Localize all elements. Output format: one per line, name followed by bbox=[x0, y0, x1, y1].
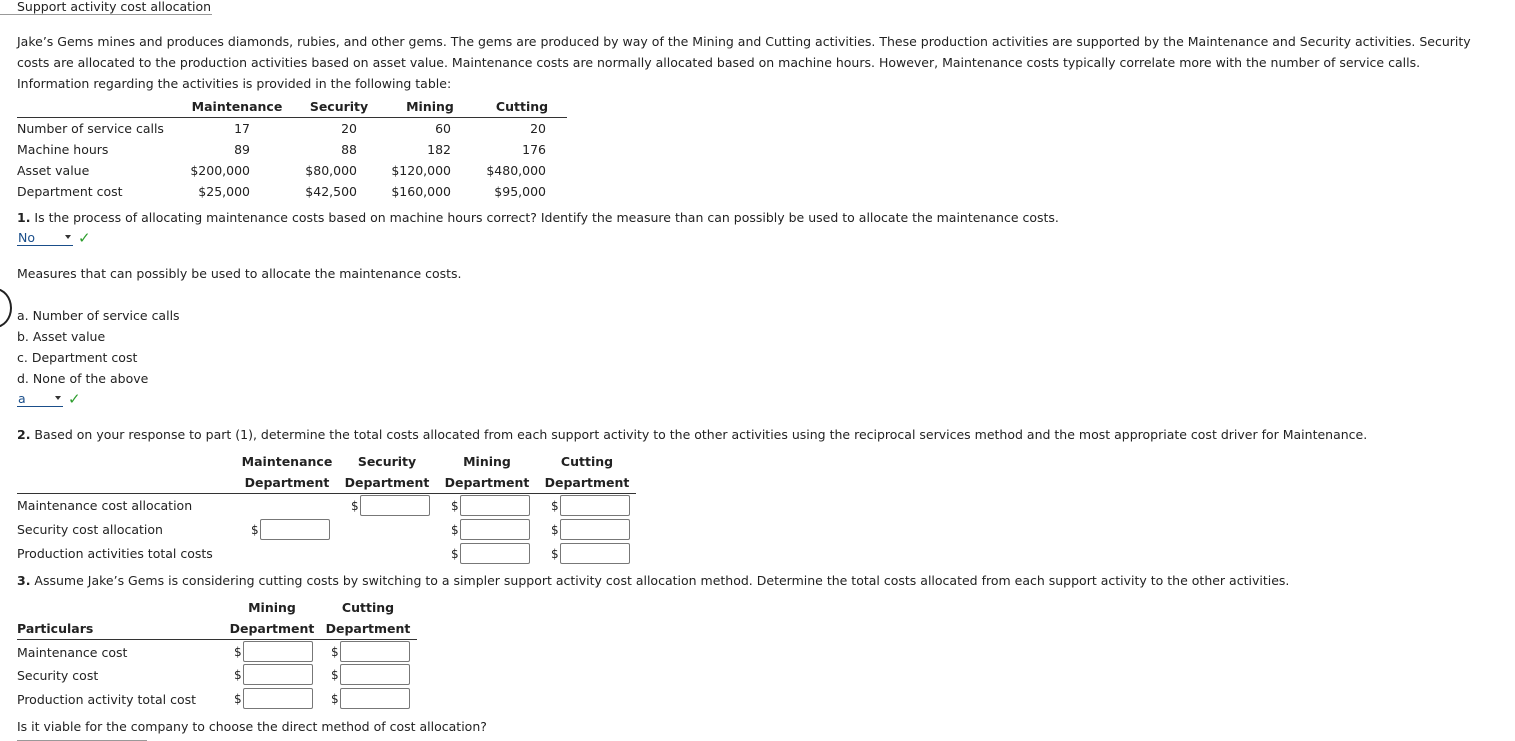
list-item: b. Asset value bbox=[17, 329, 106, 344]
table1-col-security: Security bbox=[309, 99, 369, 114]
currency-symbol: $ bbox=[331, 645, 339, 659]
table-cell: $160,000 bbox=[391, 184, 451, 199]
table-cell: $120,000 bbox=[391, 163, 451, 178]
q3-col-mining: Mining bbox=[248, 600, 296, 615]
currency-symbol: $ bbox=[234, 645, 242, 659]
currency-symbol: $ bbox=[451, 523, 459, 537]
table-row-label: Department cost bbox=[17, 184, 123, 199]
currency-symbol: $ bbox=[551, 547, 559, 561]
q3-col-cutting: Cutting bbox=[341, 600, 395, 615]
q3-col-cutting-sub: Department bbox=[325, 621, 411, 636]
table-row-label: Maintenance cost bbox=[17, 645, 128, 660]
table-cell: $80,000 bbox=[305, 163, 357, 178]
question-1-number: 1. bbox=[17, 210, 31, 225]
table-cell: $480,000 bbox=[486, 163, 546, 178]
q2-col-maintenance-sub: Department bbox=[244, 475, 330, 490]
table-row-label: Production activity total cost bbox=[17, 692, 197, 707]
q2-col-mining-sub: Department bbox=[444, 475, 530, 490]
check-icon: ✓ bbox=[68, 390, 81, 408]
title-divider bbox=[0, 14, 212, 15]
q2-col-maintenance: Maintenance bbox=[241, 454, 333, 469]
table-cell: 60 bbox=[435, 121, 451, 136]
question-3 bbox=[17, 573, 1289, 588]
table-row-label: Machine hours bbox=[17, 142, 109, 157]
direct-maint-mining-input[interactable] bbox=[243, 641, 313, 662]
table1-col-maintenance: Maintenance bbox=[191, 99, 283, 114]
q3-col-mining-sub: Department bbox=[229, 621, 315, 636]
currency-symbol: $ bbox=[331, 668, 339, 682]
direct-total-mining-input[interactable] bbox=[243, 688, 313, 709]
currency-symbol: $ bbox=[351, 499, 359, 513]
currency-symbol: $ bbox=[451, 547, 459, 561]
table-cell: $42,500 bbox=[305, 184, 357, 199]
direct-sec-cutting-input[interactable] bbox=[340, 664, 410, 685]
currency-symbol: $ bbox=[234, 692, 242, 706]
list-item: d. None of the above bbox=[17, 371, 149, 386]
table-cell: 176 bbox=[522, 142, 546, 157]
maint-alloc-cutting-input[interactable] bbox=[560, 495, 630, 516]
sec-alloc-mining-input[interactable] bbox=[460, 519, 530, 540]
q2-col-security: Security bbox=[357, 454, 417, 469]
q2-col-security-sub: Department bbox=[344, 475, 430, 490]
prod-total-mining-input[interactable] bbox=[460, 543, 530, 564]
q2-col-cutting: Cutting bbox=[560, 454, 614, 469]
list-item: a. Number of service calls bbox=[17, 308, 180, 323]
currency-symbol: $ bbox=[251, 523, 259, 537]
table-cell: 17 bbox=[234, 121, 250, 136]
circle-marker bbox=[0, 288, 12, 328]
direct-total-cutting-input[interactable] bbox=[340, 688, 410, 709]
question-1 bbox=[17, 210, 1059, 225]
q2-col-cutting-sub: Department bbox=[544, 475, 630, 490]
q1-option-value: a bbox=[18, 391, 26, 406]
table-row-label: Production activities total costs bbox=[17, 546, 213, 561]
q2-header-rule bbox=[17, 493, 636, 494]
table1-col-mining: Mining bbox=[406, 99, 454, 114]
table-row-label: Asset value bbox=[17, 163, 90, 178]
q1-option-select[interactable] bbox=[17, 392, 63, 407]
table1-col-cutting: Cutting bbox=[495, 99, 549, 114]
chevron-down-icon bbox=[55, 396, 61, 400]
maint-alloc-mining-input[interactable] bbox=[460, 495, 530, 516]
currency-symbol: $ bbox=[331, 692, 339, 706]
viability-question: Is it viable for the company to choose the direct method of cost allocation? bbox=[17, 719, 487, 734]
table-cell: $200,000 bbox=[190, 163, 250, 178]
page-title: Support activity cost allocation bbox=[17, 0, 212, 14]
question-3-number: 3. bbox=[17, 573, 31, 588]
question-3-text: Assume Jake’s Gems is considering cutting costs by switching to a simpler support activity cost allocation method. Determine the total costs allocated from each support activity to the other activities. bbox=[30, 573, 1290, 588]
sec-alloc-maintenance-input[interactable] bbox=[260, 519, 330, 540]
direct-maint-cutting-input[interactable] bbox=[340, 641, 410, 662]
chevron-down-icon bbox=[65, 235, 71, 239]
maint-alloc-security-input[interactable] bbox=[360, 495, 430, 516]
intro-paragraph: Jake’s Gems mines and produces diamonds, rubies, and other gems. The gems are produced by way of the Mining and Cutting activities. These production activities are supported by the Maintenance and Security activities. Security costs are allocated to the production activities based on asset value. Maintenance costs are normally allocated based on machine hours. However, Maintenance costs typically correlate more with the number of service calls. Information regarding the activities is provided in the following table: bbox=[17, 34, 1471, 91]
particulars-label: Particulars bbox=[17, 621, 94, 636]
measures-heading: Measures that can possibly be used to allocate the maintenance costs. bbox=[17, 266, 462, 281]
question-2-number: 2. bbox=[17, 427, 31, 442]
currency-symbol: $ bbox=[451, 499, 459, 513]
question-1-text: Is the process of allocating maintenance costs based on machine hours correct? Identify the measure than can possibly be used to allocate the maintenance costs. bbox=[30, 210, 1059, 225]
currency-symbol: $ bbox=[234, 668, 242, 682]
sec-alloc-cutting-input[interactable] bbox=[560, 519, 630, 540]
direct-sec-mining-input[interactable] bbox=[243, 664, 313, 685]
table-cell: $95,000 bbox=[494, 184, 546, 199]
currency-symbol: $ bbox=[551, 523, 559, 537]
table-row-label: Maintenance cost allocation bbox=[17, 498, 193, 513]
table-cell: 182 bbox=[427, 142, 451, 157]
table-row-label: Security cost allocation bbox=[17, 522, 163, 537]
table-row-label: Security cost bbox=[17, 668, 99, 683]
currency-symbol: $ bbox=[551, 499, 559, 513]
table-cell: $25,000 bbox=[198, 184, 250, 199]
table-cell: 88 bbox=[341, 142, 357, 157]
table-cell: 89 bbox=[234, 142, 250, 157]
table-cell: 20 bbox=[341, 121, 357, 136]
q1-answer-select[interactable] bbox=[17, 231, 73, 246]
q2-col-mining: Mining bbox=[463, 454, 511, 469]
prod-total-cutting-input[interactable] bbox=[560, 543, 630, 564]
q3-header-rule bbox=[17, 639, 417, 640]
table-cell: 20 bbox=[530, 121, 546, 136]
check-icon: ✓ bbox=[78, 229, 91, 247]
question-2 bbox=[17, 427, 1367, 442]
table-row-label: Number of service calls bbox=[17, 121, 164, 136]
q1-answer-value: No bbox=[18, 230, 35, 245]
question-2-text: Based on your response to part (1), determine the total costs allocated from each support activity to the other activities using the reciprocal services method and the most appropriate cost driver for Maintenance. bbox=[30, 427, 1368, 442]
list-item: c. Department cost bbox=[17, 350, 138, 365]
table1-header-rule bbox=[17, 117, 567, 118]
